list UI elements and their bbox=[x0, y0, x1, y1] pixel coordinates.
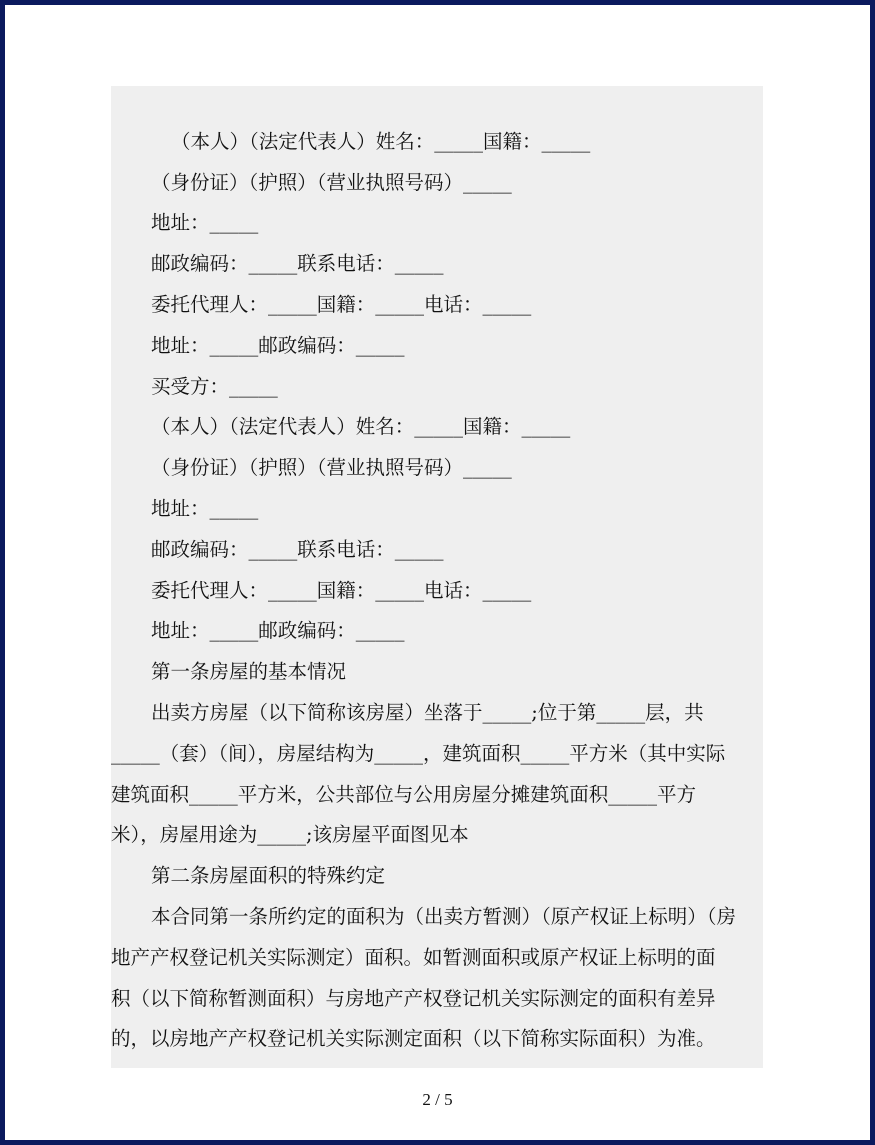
seller-address-line: 地址：_____ bbox=[151, 211, 259, 234]
buyer-line: 买受方：_____ bbox=[151, 375, 278, 398]
article-2-heading: 第二条房屋面积的特殊约定 bbox=[151, 864, 386, 887]
article-2-text-line: 本合同第一条所约定的面积为（出卖方暂测）（原产权证上标明）（房 bbox=[151, 905, 737, 928]
article-2-text-line: 地产产权登记机关实际测定）面积。如暂测面积或原产权证上标明的面 bbox=[111, 946, 716, 969]
page-number: 2 / 5 bbox=[422, 1090, 453, 1109]
buyer-name-line: （本人）（法定代表人）姓名：_____国籍：_____ bbox=[151, 415, 571, 438]
buyer-agent-line: 委托代理人：_____国籍：_____电话：_____ bbox=[151, 579, 532, 602]
article-1-heading: 第一条房屋的基本情况 bbox=[151, 660, 347, 683]
buyer-postcode-line: 邮政编码：_____联系电话：_____ bbox=[151, 538, 444, 561]
article-1-text-line: 出卖方房屋（以下简称该房屋）坐落于_____;位于第_____层，共 bbox=[151, 701, 704, 724]
article-1-text-line: 米），房屋用途为_____;该房屋平面图见本 bbox=[111, 823, 469, 846]
article-2-text-line: 的，以房地产产权登记机关实际测定面积（以下简称实际面积）为准。 bbox=[111, 1027, 716, 1050]
seller-postcode-line: 邮政编码：_____联系电话：_____ bbox=[151, 252, 444, 275]
article-1-text-line: 建筑面积_____平方米，公共部位与公用房屋分摊建筑面积_____平方 bbox=[111, 783, 697, 806]
seller-name-line: （本人）（法定代表人）姓名：_____国籍：_____ bbox=[171, 130, 591, 153]
seller-agent-line: 委托代理人：_____国籍：_____电话：_____ bbox=[151, 293, 532, 316]
buyer-agent-address-line: 地址：_____邮政编码：_____ bbox=[151, 619, 405, 642]
buyer-address-line: 地址：_____ bbox=[151, 497, 259, 520]
article-1-text-line: _____（套）（间），房屋结构为_____，建筑面积_____平方米（其中实际 bbox=[111, 742, 726, 765]
seller-agent-address-line: 地址：_____邮政编码：_____ bbox=[151, 334, 405, 357]
article-2-text-line: 积（以下简称暂测面积）与房地产产权登记机关实际测定的面积有差异 bbox=[111, 987, 716, 1010]
seller-id-line: （身份证）（护照）（营业执照号码）_____ bbox=[151, 171, 512, 194]
buyer-id-line: （身份证）（护照）（营业执照号码）_____ bbox=[151, 456, 512, 479]
